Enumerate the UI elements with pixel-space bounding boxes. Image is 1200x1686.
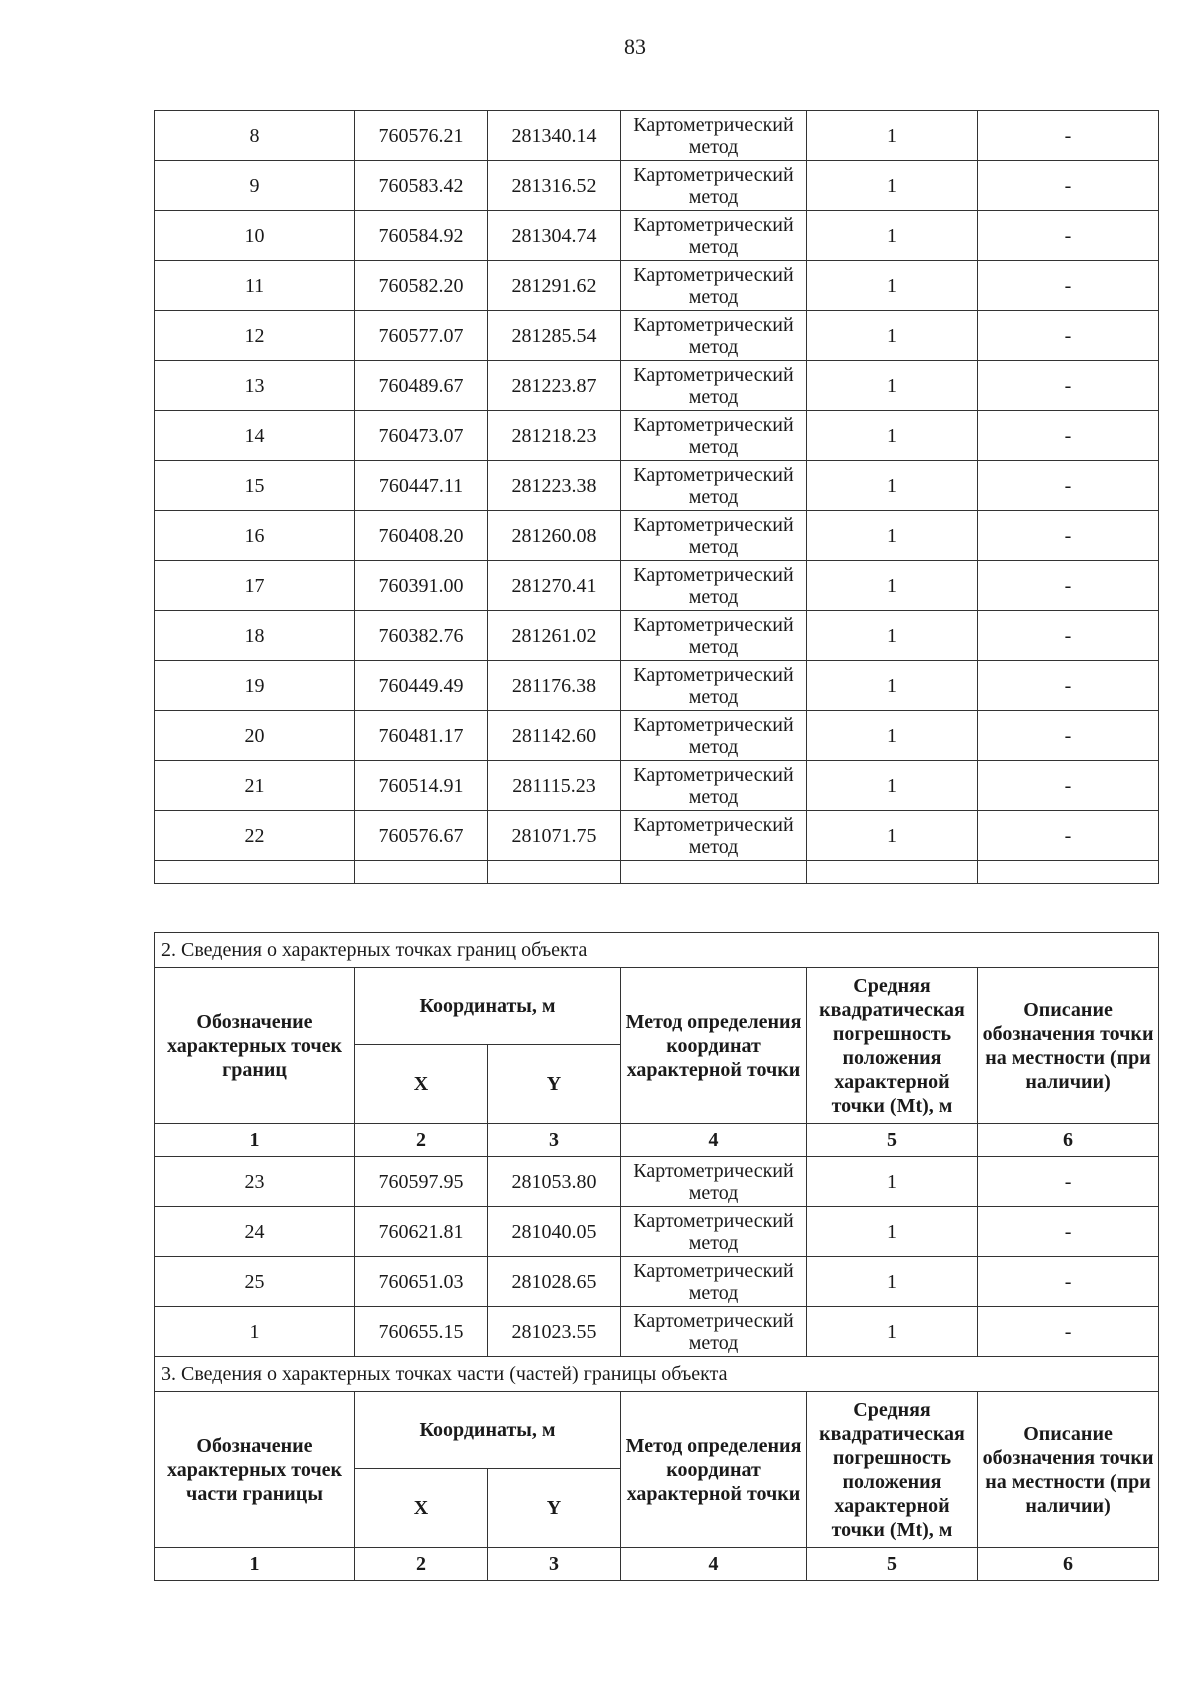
column-number: 2: [355, 1548, 488, 1581]
coord-y: 281261.02: [488, 611, 621, 661]
point-number: 12: [155, 311, 355, 361]
header-method: Метод определения координат характерной точки: [621, 968, 807, 1124]
header-x: X: [355, 1045, 488, 1124]
table-row: [155, 761, 1159, 811]
description: -: [978, 811, 1159, 861]
empty-cell: [355, 861, 488, 884]
mt-value: 1: [807, 411, 978, 461]
header-designation: Обозначение характерных точек границ: [155, 968, 355, 1124]
table-row: [155, 411, 1159, 461]
coord-x: 760391.00: [355, 561, 488, 611]
mt-value: 1: [807, 111, 978, 161]
empty-cell: [621, 861, 807, 884]
coord-y: 281176.38: [488, 661, 621, 711]
coord-y: 281053.80: [488, 1157, 621, 1207]
table-row: [155, 661, 1159, 711]
table-row: [155, 611, 1159, 661]
method: Картометрический метод: [621, 461, 807, 511]
column-number: 3: [488, 1124, 621, 1157]
boundary-points-table-continued: [154, 110, 1159, 884]
empty-cell: [488, 861, 621, 884]
coord-y: 281304.74: [488, 211, 621, 261]
table-row: [155, 111, 1159, 161]
coord-y: 281316.52: [488, 161, 621, 211]
method: Картометрический метод: [621, 1157, 807, 1207]
column-number: 2: [355, 1124, 488, 1157]
description: -: [978, 311, 1159, 361]
table-row: [155, 511, 1159, 561]
method: Картометрический метод: [621, 561, 807, 611]
coord-y: 281285.54: [488, 311, 621, 361]
column-number: 6: [978, 1548, 1159, 1581]
description: -: [978, 1207, 1159, 1257]
description: -: [978, 511, 1159, 561]
point-number: 11: [155, 261, 355, 311]
description: -: [978, 711, 1159, 761]
mt-value: 1: [807, 161, 978, 211]
header-y: Y: [488, 1469, 621, 1548]
section-2-title-row: [155, 933, 1159, 968]
coord-y: 281218.23: [488, 411, 621, 461]
section-3-column-numbers: [155, 1548, 1159, 1581]
coord-x: 760582.20: [355, 261, 488, 311]
method: Картометрический метод: [621, 511, 807, 561]
header-y: Y: [488, 1045, 621, 1124]
header-x: X: [355, 1469, 488, 1548]
description: -: [978, 1307, 1159, 1357]
column-number: 4: [621, 1548, 807, 1581]
method: Картометрический метод: [621, 261, 807, 311]
method: Картометрический метод: [621, 811, 807, 861]
point-number: 14: [155, 411, 355, 461]
section-2-title: 2. Сведения о характерных точках границ объекта: [155, 933, 1159, 968]
header-coordinates: Координаты, м: [355, 968, 621, 1045]
point-number: 22: [155, 811, 355, 861]
point-number: 10: [155, 211, 355, 261]
table-row: [155, 311, 1159, 361]
point-number: 21: [155, 761, 355, 811]
column-number: 6: [978, 1124, 1159, 1157]
coord-x: 760481.17: [355, 711, 488, 761]
coord-x: 760473.07: [355, 411, 488, 461]
mt-value: 1: [807, 311, 978, 361]
table-row: [155, 711, 1159, 761]
coord-x: 760576.21: [355, 111, 488, 161]
coord-x: 760584.92: [355, 211, 488, 261]
coord-x: 760514.91: [355, 761, 488, 811]
coord-x: 760655.15: [355, 1307, 488, 1357]
method: Картометрический метод: [621, 711, 807, 761]
boundary-points-table: [154, 932, 1159, 1581]
table-row: [155, 1207, 1159, 1257]
method: Картометрический метод: [621, 211, 807, 261]
description: -: [978, 261, 1159, 311]
page-number: 83: [624, 34, 646, 59]
method: Картометрический метод: [621, 661, 807, 711]
mt-value: 1: [807, 1157, 978, 1207]
coord-y: 281260.08: [488, 511, 621, 561]
coord-y: 281115.23: [488, 761, 621, 811]
header-method: Метод определения координат характерной точки: [621, 1392, 807, 1548]
coord-x: 760577.07: [355, 311, 488, 361]
coord-x: 760597.95: [355, 1157, 488, 1207]
point-number: 19: [155, 661, 355, 711]
coord-x: 760651.03: [355, 1257, 488, 1307]
description: -: [978, 761, 1159, 811]
description: -: [978, 361, 1159, 411]
coord-y: 281223.87: [488, 361, 621, 411]
coord-y: 281340.14: [488, 111, 621, 161]
header-mt: Средняя квадратическая погрешность положения характерной точки (Mt), м: [807, 1392, 978, 1548]
point-number: 18: [155, 611, 355, 661]
description: -: [978, 661, 1159, 711]
coord-y: 281023.55: [488, 1307, 621, 1357]
method: Картометрический метод: [621, 611, 807, 661]
section-2-column-numbers: [155, 1124, 1159, 1157]
header-description: Описание обозначения точки на местности (при наличии): [978, 968, 1159, 1124]
mt-value: 1: [807, 1307, 978, 1357]
point-number: 9: [155, 161, 355, 211]
table-row: [155, 261, 1159, 311]
column-number: 3: [488, 1548, 621, 1581]
header-designation: Обозначение характерных точек части границы: [155, 1392, 355, 1548]
mt-value: 1: [807, 611, 978, 661]
empty-cell: [978, 861, 1159, 884]
description: -: [978, 1257, 1159, 1307]
description: -: [978, 411, 1159, 461]
coord-x: 760576.67: [355, 811, 488, 861]
column-number: 5: [807, 1124, 978, 1157]
coord-x: 760449.49: [355, 661, 488, 711]
header-coordinates: Координаты, м: [355, 1392, 621, 1469]
coord-y: 281291.62: [488, 261, 621, 311]
point-number: 25: [155, 1257, 355, 1307]
mt-value: 1: [807, 761, 978, 811]
header-mt: Средняя квадратическая погрешность положения характерной точки (Mt), м: [807, 968, 978, 1124]
point-number: 15: [155, 461, 355, 511]
method: Картометрический метод: [621, 311, 807, 361]
method: Картометрический метод: [621, 111, 807, 161]
mt-value: 1: [807, 211, 978, 261]
coord-y: 281028.65: [488, 1257, 621, 1307]
method: Картометрический метод: [621, 1307, 807, 1357]
mt-value: 1: [807, 461, 978, 511]
mt-value: 1: [807, 261, 978, 311]
column-number: 1: [155, 1548, 355, 1581]
coord-y: 281071.75: [488, 811, 621, 861]
method: Картометрический метод: [621, 411, 807, 461]
point-number: 13: [155, 361, 355, 411]
column-number: 4: [621, 1124, 807, 1157]
coord-x: 760489.67: [355, 361, 488, 411]
table-row: [155, 1307, 1159, 1357]
coord-x: 760382.76: [355, 611, 488, 661]
method: Картометрический метод: [621, 761, 807, 811]
coord-y: 281223.38: [488, 461, 621, 511]
coord-y: 281040.05: [488, 1207, 621, 1257]
method: Картометрический метод: [621, 361, 807, 411]
mt-value: 1: [807, 511, 978, 561]
table-row: [155, 361, 1159, 411]
coord-x: 760583.42: [355, 161, 488, 211]
coord-x: 760408.20: [355, 511, 488, 561]
description: -: [978, 461, 1159, 511]
section-3-header-row: [155, 1392, 1159, 1469]
table-row: [155, 1157, 1159, 1207]
empty-cell: [807, 861, 978, 884]
table-row: [155, 561, 1159, 611]
description: -: [978, 561, 1159, 611]
description: -: [978, 161, 1159, 211]
mt-value: 1: [807, 1257, 978, 1307]
empty-cell: [155, 861, 355, 884]
table-row: [155, 811, 1159, 861]
coord-y: 281142.60: [488, 711, 621, 761]
mt-value: 1: [807, 711, 978, 761]
mt-value: 1: [807, 561, 978, 611]
description: -: [978, 1157, 1159, 1207]
coord-x: 760621.81: [355, 1207, 488, 1257]
coord-x: 760447.11: [355, 461, 488, 511]
method: Картометрический метод: [621, 161, 807, 211]
column-number: 1: [155, 1124, 355, 1157]
table-row: [155, 211, 1159, 261]
method: Картометрический метод: [621, 1257, 807, 1307]
empty-row: [155, 861, 1159, 884]
mt-value: 1: [807, 661, 978, 711]
table-row: [155, 461, 1159, 511]
header-description: Описание обозначения точки на местности (при наличии): [978, 1392, 1159, 1548]
mt-value: 1: [807, 811, 978, 861]
point-number: 17: [155, 561, 355, 611]
point-number: 23: [155, 1157, 355, 1207]
description: -: [978, 111, 1159, 161]
point-number: 1: [155, 1307, 355, 1357]
section-3-title: 3. Сведения о характерных точках части (частей) границы объекта: [155, 1357, 1159, 1392]
section-2-header-row: [155, 968, 1159, 1045]
description: -: [978, 611, 1159, 661]
column-number: 5: [807, 1548, 978, 1581]
mt-value: 1: [807, 361, 978, 411]
point-number: 8: [155, 111, 355, 161]
method: Картометрический метод: [621, 1207, 807, 1257]
point-number: 20: [155, 711, 355, 761]
description: -: [978, 211, 1159, 261]
mt-value: 1: [807, 1207, 978, 1257]
point-number: 16: [155, 511, 355, 561]
table-row: [155, 161, 1159, 211]
point-number: 24: [155, 1207, 355, 1257]
coord-y: 281270.41: [488, 561, 621, 611]
table-row: [155, 1257, 1159, 1307]
section-3-title-row: [155, 1357, 1159, 1392]
